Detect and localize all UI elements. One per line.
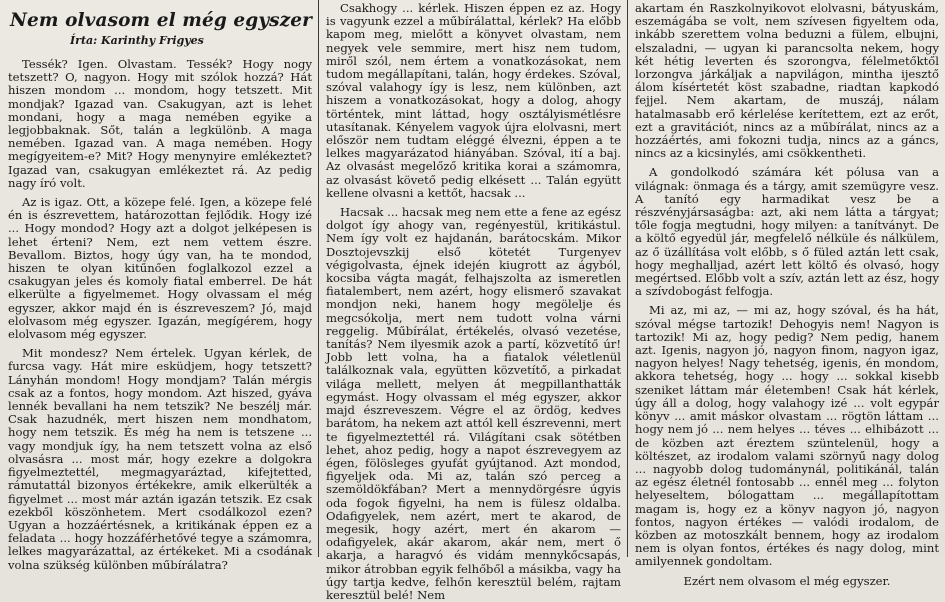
paragraph: Hacsak ... hacsak meg nem ette a fene az egész dolgot így ahogy van, regényestül, kritikástul. Nem így volt ez hajdanán, barátocskám. Mikor Dosztojevszkij első kötetét Turgenyev végigolvasta, éjnek idején kiugrott az ágyból, kocsiba vágta magát, felhajszolta az ismeretlen fiatalembert, nem azért, hogy elismerő szavakat mondjon neki, hanem hogy megölelje és megcsókolja, mert nem tudott volna várni reggelig. Műbírálat, értékelés, olvasó vezetése, tanítás? Nem ilyesmik azok a partí, közvetítő úr! Jobb lett volna, ha a fiatalok véletlenül találkoznak vala, együtten közvetítő, a pirkadat világa mellett, melyen át megpillanthatták egymást. Hogy olvassam el még egyszer, akkor majd észreveszem. Végre el az ördög, kedves barátom, ha nekem azt attól kell észrevenni, mert te figyelmeztettél rá. Világítani csak sötétben lehet, ahoz pedig, hogy a napot észrevegyem az égen, fölösleges gyufát gyújtanod. Azt mondod, figyeljek oda. Mi az, talán szó perceg a szemöldökfában? Mert a mennydörgésre úgyis oda fogok figyelni, ha nem is fülesz oldalba. Odafigyelek, nem azért, mert te akarod, de megesik, hogy azért, mert én akarom — odafigyelek, akár akarom, akár nem, mert ő akarja, a haragvó és vidám mennykőcsapás, mikor átrobban egyik felhőből a másikba, vagy ha úgy tartja kedve, felhőn keresztül belém, rajtam keresztül belé! Nem — [326, 205, 621, 602]
paragraph: Mi az, mi az, — mi az, hogy szóval, és ha hát, szóval mégse tartozik! Dehogyis nem! Nagyon is tartozik! Mi az, hogy pedig? Nem pedig, hanem azt. Igenis, nagyon jó, nagyon finom, nagyon igaz, nagyon helyes! Nagy tehetség, igenis, én mondom, akkora tehetség, hogy ... hogy ... sokkal kisebb szeniket láttam már életemben! Csak hát kérlek, úgy áll a dolog, hogy valahogy izé ... volt egypár könyv ... amit máskor olvastam ... rögtön láttam ... hogy nem jó ... nem helyes ... téves ... elhibázott ... de közben azt éreztem szüntelenül, hogy a költészet, az irodalom valami szörnyű nagy dolog ... nagyobb dolog tudománynál, politikánál, talán az egész életnél fontosabb ... ennél meg ... folyton helyeseltem, bólogattam ... megállapítottam magam is, hogy ez a könyv nagyon jó, nagyon fontos, nagyon értékes — valódi irodalom, de közben az motoszkált bennem, hogy az irodalom nem is olyan fontos, értékes és nagy dolog, mint amilyennek gondoltam. — [635, 303, 939, 569]
article-column-1 — [0, 0, 318, 572]
paragraph: Az is igaz. Ott, a közepe felé. Igen, a közepe felé én is észrevettem, határozottan fejlődik. Hogy izé ... Hogy mondod? Hogy azt a dolgot jelképesen is lehet érteni? Nem, ezt nem vettem észre. Bevallom. Biztos, hogy úgy van, ha te mondod, hiszen te olyan kitűnően foglalkozol ezzel a csakugyan jeles és komoly fiatal emberrel. De hát elkerülte a figyelmemet. Hogy olvassam el még egyszer, akkor majd én is észreveszem? Jó, majd elolvasom még egyszer. Igazán, megígérem, hogy elolvasom még egyszer. — [8, 195, 312, 342]
paragraph: A gondolkodó számára két pólusa van a világnak: önmaga és a tárgy, amit szemügyre vesz. A tanító egy harmadikat vesz be a részvényjársaságba: azt, aki nem látta a tárgyat; tőle fogja megtudni, hogy milyen: a tanítványt. De a költő egyedül jár, megfelelő nélküle és nálkülem, az ő üzállítása volt előbb, s ő füled aztán lett csak, hogy meghalljad, azért lett költő és olvasó, hogy megértsed. Előbb volt a szív, aztán lett az ész, hogy a szívdobogást felfogja. — [635, 165, 939, 299]
paragraph: akartam én Raszkolnyikovot elolvasni, bátyuskám, eszemágába se volt, nem szívesen figyeltem oda, inkább szerettem volna beduzni a fülem, elbujni, elszaladni, — ugyan ki parancsolta nekem, hogy két hétig leverten és szorongva, félelmetőktől lorzongva járkáljak a napvilágon, mintha ijesztő álom kísértetét köst szabadne, riadtan kapkodó fejjel. Nem akartam, de muszáj, nálam hatalmasabb erő kérlelése kerítettem, ezt az erőt, ezt a gravitációt, nincs az a műbírálat, nincs az a hozzáértés, ami fokozni tudja, nincs az a gáncs, nincs az a kicsinylés, ami csökkentheti. — [635, 1, 939, 161]
article-byline: Írta: Karinthy Frigyes — [70, 34, 204, 47]
article-column-2 — [318, 0, 627, 602]
paragraph: Tessék? Igen. Olvastam. Tessék? Hogy nogy tetszett? O, nagyon. Hogy mit szólok hozzá? Hát hiszen mondom ... mondom, hogy tetszett. Mit mondjak? Igazad van. Csakugyan, azt is lehet mondani, hogy a maga nemében egyike a legjobbaknak. Sőt, talán a legkülönb. A maga nemében. Igazad van. A maga nemében. Hogy megígyeitem-e? Mit? Hogy menynyire emlékeztet? Igazad van, csakugyan emlékeztet rá. Az pedig nagy író volt. — [8, 57, 312, 190]
closing-line: Ezért nem olvasom el még egyszer. — [683, 573, 891, 588]
paragraph: Mit mondesz? Nem értelek. Ugyan kérlek, de furcsa vagy. Hát mire esküdjem, hogy tetszett? Lányhán mondom! Hogy mondjam? Talán mérgis csak az a fontos, hogy mondom. Azt hiszed, gyáva lennék bevallani ha nem tetszik? Ne beszélj már. Csak hazudnék, mert hiszen nem mondhatom, hogy nem tetszik. És még ha nem is tetszene ... vagy mondjuk így, ha nem tetszett volna az első olvasásra ... most már, hogy ezekre a dolgokra figyelmeztettél, megmagyaráztad, kifejtetted, rámutattál bizonyos értékekre, amik elkerülték a figyelmet ... most már aztán igazán tetszik. Ez csak ezekből köszönhetem. Mert csodálkozol ezen? Ugyan a hozzáértésnek, a kritikának éppen ez a feladata ... hogy hozzáférhetővé tegye a számomra, lelkes magyarázattal, az értékeket. Mi a csodának volna szükség különben műbírálatra? — [8, 346, 312, 572]
article-title: Nem olvasom el még egyszer — [10, 10, 313, 31]
article-column-3 — [627, 0, 945, 588]
paragraph: Csakhogy ... kérlek. Hiszen éppen ez az. Hogy is vagyunk ezzel a műbírálattal, kérlek? Ha előbb kapom meg, mielőtt a könyvet olvastam, nem negyek vele semmire, mert hisz nem tudom, miről szól, nem értem a vonatkozásokat, nem tudom megállapítani, talán, hogy érdekes. Szóval, szóval valahogy így is lesz, nem különben, azt hiszem a vonatkozásokat, hogy a dolog, ahogy történtek, mint láttad, hogy osztályismétlésre utasítanak. Kényelem vagyok újra elolvasni, mert először nem tudtam eléggé élvezni, éppen a te lelkes magyarázatod hiányában. Szóval, ití a baj. Az olvasást megelőző kritika korai a számomra, az olvasást követő pedig elkésett ... Talán együtt kellene olvasni a kettőt, hacsak ... — [326, 1, 621, 200]
